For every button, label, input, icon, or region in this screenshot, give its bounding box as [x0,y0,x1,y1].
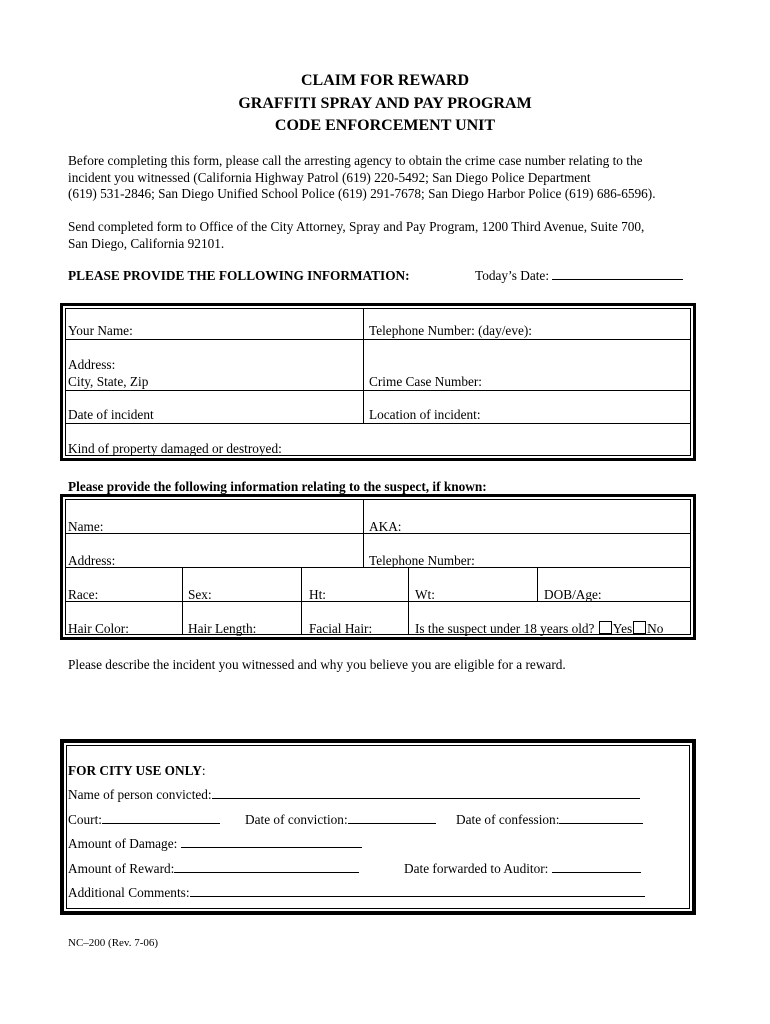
confession-date-line[interactable] [559,812,643,824]
suspect-aka-field[interactable]: AKA: [369,519,402,534]
confession-date-field[interactable] [456,812,643,828]
reward-amount-field[interactable] [68,861,359,877]
suspect-name-field[interactable]: Name: [68,519,104,534]
additional-comments-field[interactable] [68,885,645,901]
property-damaged-field[interactable]: Kind of property damaged or destroyed: [68,441,282,456]
city-use-heading [68,763,206,779]
send-line: San Diego, California 92101. [68,235,225,251]
city-state-zip-field[interactable]: City, State, Zip [68,374,149,389]
person-convicted-label: Name of person convicted: [68,787,212,802]
send-line: Send completed form to Office of the City Attorney, Spray and Pay Program, 1200 Third Avenue, Suite 700, [68,219,645,234]
damage-amount-label: Amount of Damage: [68,836,178,851]
additional-comments-label: Additional Comments: [68,885,190,900]
person-convicted-line[interactable] [212,787,640,799]
suspect-address-field[interactable]: Address: [68,553,116,568]
intro-line: (619) 531-2846; San Diego Unified School Police (619) 291-7678; San Diego Harbor Police (619) 686-6596). [68,186,656,201]
location-of-incident-field[interactable]: Location of incident: [369,407,481,422]
todays-date-label: Today’s Date: [475,268,550,283]
intro-line: incident you witnessed (California Highway Patrol (619) 220-5492; San Diego Police Department [68,169,591,185]
city-use-heading-text: FOR CITY USE ONLY [68,763,202,778]
auditor-date-label: Date forwarded to Auditor: [404,861,549,876]
court-line[interactable] [102,812,220,824]
additional-comments-line[interactable] [190,885,645,897]
send-paragraph [68,219,708,252]
todays-date-line[interactable] [552,268,683,280]
incident-description-area[interactable] [68,678,696,730]
court-label: Court: [68,812,102,827]
auditor-date-line[interactable] [552,861,641,873]
address-field[interactable]: Address: [68,357,116,372]
suspect-sex-field[interactable]: Sex: [188,587,212,602]
yes-label: Yes [612,621,633,636]
damage-amount-field[interactable] [68,836,362,852]
form-title: CLAIM FOR REWARD [301,72,469,89]
todays-date-field[interactable] [475,268,683,284]
program-title: GRAFFITI SPRAY AND PAY PROGRAM [238,95,532,112]
form-number: NC–200 (Rev. 7-06) [68,937,159,949]
confession-date-label: Date of confession: [456,812,560,827]
suspect-height-field[interactable]: Ht: [309,587,326,602]
suspect-hair-color-field[interactable]: Hair Color: [68,621,129,636]
city-use-colon: : [201,763,206,778]
info-heading: PLEASE PROVIDE THE FOLLOWING INFORMATION: [68,268,410,283]
reward-amount-label: Amount of Reward: [68,861,175,876]
person-convicted-field[interactable] [68,787,640,803]
court-field[interactable] [68,812,220,828]
telephone-field[interactable]: Telephone Number: (day/eve): [369,323,532,338]
suspect-facial-hair-field[interactable]: Facial Hair: [309,621,373,636]
suspect-telephone-field[interactable]: Telephone Number: [369,553,475,568]
suspect-dob-field[interactable]: DOB/Age: [544,587,602,602]
no-label: No [647,621,664,636]
yes-checkbox[interactable] [599,621,612,634]
conviction-date-field[interactable] [245,812,436,828]
intro-line: Before completing this form, please call the arresting agency to obtain the crime case number relating to the [68,153,643,168]
describe-incident-prompt: Please describe the incident you witnessed and why you believe you are eligible for a reward. [68,657,566,672]
date-of-incident-field[interactable]: Date of incident [68,407,154,422]
intro-paragraph [68,153,708,203]
unit-title: CODE ENFORCEMENT UNIT [274,117,496,134]
under-18-label: Is the suspect under 18 years old? [415,621,595,636]
suspect-heading: Please provide the following information relating to the suspect, if known: [68,479,487,494]
under-18-question [415,621,663,637]
reward-amount-line[interactable] [174,861,359,873]
suspect-info-table [60,494,696,640]
auditor-date-field[interactable] [404,861,641,877]
damage-amount-line[interactable] [181,836,362,848]
crime-case-number-field[interactable]: Crime Case Number: [369,374,482,389]
your-name-field[interactable]: Your Name: [68,323,133,338]
conviction-date-line[interactable] [348,812,436,824]
suspect-race-field[interactable]: Race: [68,587,99,602]
conviction-date-label: Date of conviction: [245,812,348,827]
suspect-weight-field[interactable]: Wt: [415,587,435,602]
suspect-hair-length-field[interactable]: Hair Length: [188,621,257,636]
claimant-info-table [60,303,696,461]
no-checkbox[interactable] [633,621,646,634]
